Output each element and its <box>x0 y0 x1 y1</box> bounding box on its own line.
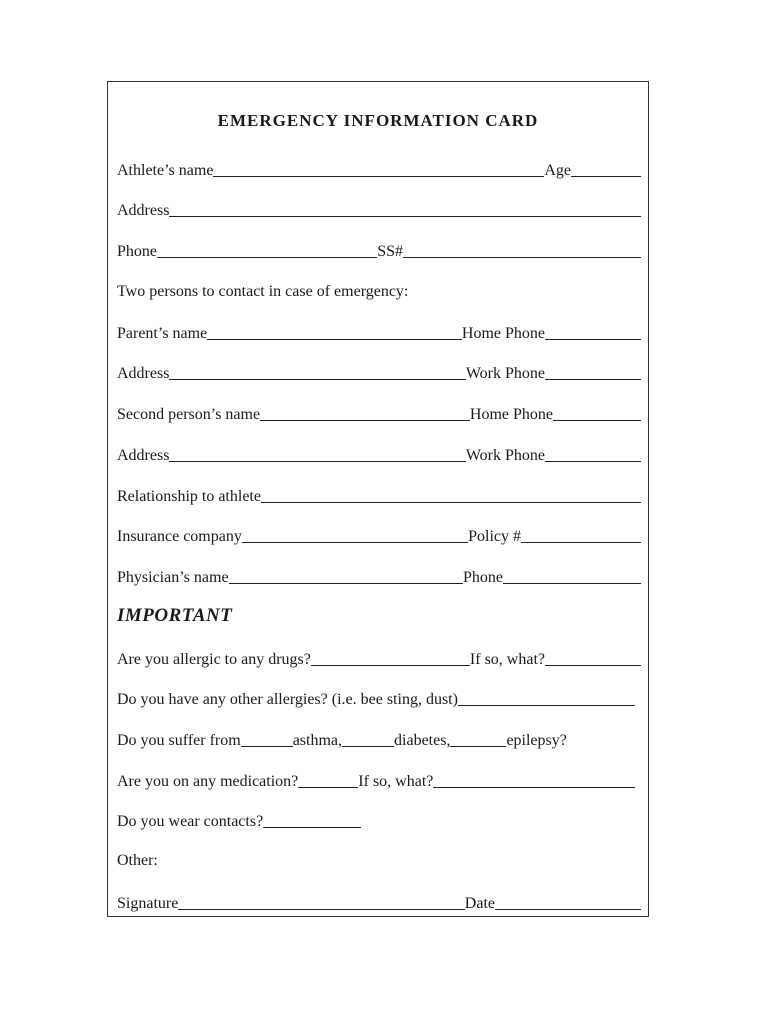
athlete-name-field[interactable] <box>213 176 544 177</box>
second-address-row <box>117 443 641 465</box>
medication-field[interactable] <box>298 787 358 788</box>
medication-if-so-label: If so, what? <box>358 773 434 790</box>
parent-home-phone-field[interactable] <box>545 339 641 340</box>
parent-address-field[interactable] <box>169 379 465 380</box>
second-address-field[interactable] <box>169 461 465 462</box>
contacts-row <box>117 809 641 831</box>
drug-allergy-detail-field[interactable] <box>545 665 641 666</box>
insurance-label: Insurance company <box>117 528 242 545</box>
second-person-row <box>117 402 641 424</box>
physician-field[interactable] <box>229 583 463 584</box>
date-field[interactable] <box>495 909 641 910</box>
second-person-label: Second person’s name <box>117 406 261 423</box>
athlete-row <box>117 158 641 180</box>
phone-label: Phone <box>117 243 157 260</box>
medication-row <box>117 769 641 791</box>
age-label: Age <box>544 162 571 179</box>
drug-allergy-label: Are you allergic to any drugs? <box>117 651 311 668</box>
relationship-label: Relationship to athlete <box>117 488 261 505</box>
physician-phone-field[interactable] <box>503 583 641 584</box>
medication-detail-field[interactable] <box>433 787 635 788</box>
physician-row <box>117 565 641 587</box>
second-home-phone-field[interactable] <box>553 420 641 421</box>
other-allergies-row <box>117 687 641 709</box>
physician-phone-label: Phone <box>463 569 503 586</box>
age-field[interactable] <box>571 176 641 177</box>
policy-label: Policy # <box>468 528 521 545</box>
emergency-card <box>107 81 649 917</box>
address-field[interactable] <box>169 216 641 217</box>
signature-field[interactable] <box>178 909 464 910</box>
if-so-what-label: If so, what? <box>469 651 545 668</box>
diabetes-label: diabetes, <box>394 732 451 749</box>
contacts-label: Do you wear contacts? <box>117 813 264 830</box>
date-label: Date <box>464 895 495 912</box>
home-phone-label: Home Phone <box>461 325 545 342</box>
second-work-phone-field[interactable] <box>545 461 641 462</box>
epilepsy-label: epilepsy? <box>506 732 567 749</box>
relationship-field[interactable] <box>261 502 641 503</box>
parent-name-field[interactable] <box>207 339 462 340</box>
address-row <box>117 198 641 220</box>
home-phone-label-2: Home Phone <box>469 406 553 423</box>
contacts-intro: Two persons to contact in case of emergency: <box>117 283 409 300</box>
contacts-field[interactable] <box>263 827 361 828</box>
ss-field[interactable] <box>403 257 641 258</box>
phone-row <box>117 239 641 261</box>
insurance-field[interactable] <box>242 542 468 543</box>
parent-name-label: Parent’s name <box>117 325 208 342</box>
signature-row <box>117 891 641 913</box>
second-address-label: Address <box>117 447 170 464</box>
work-phone-label: Work Phone <box>465 365 545 382</box>
suffer-from-label: Do you suffer from <box>117 732 241 749</box>
physician-label: Physician’s name <box>117 569 229 586</box>
insurance-row <box>117 524 641 546</box>
epilepsy-field[interactable] <box>450 746 506 747</box>
suffer-row <box>117 728 641 750</box>
parent-address-row <box>117 361 641 383</box>
important-heading: IMPORTANT <box>117 605 233 626</box>
address-label: Address <box>117 202 170 219</box>
drug-allergy-row <box>117 647 641 669</box>
medication-label: Are you on any medication? <box>117 773 299 790</box>
other-allergies-label: Do you have any other allergies? (i.e. bee sting, dust) <box>117 691 458 708</box>
relationship-row <box>117 484 641 506</box>
parent-work-phone-field[interactable] <box>545 379 641 380</box>
ss-label: SS# <box>377 243 403 260</box>
policy-field[interactable] <box>521 542 641 543</box>
asthma-field[interactable] <box>241 746 293 747</box>
other-label: Other: <box>117 852 158 869</box>
card-title: EMERGENCY INFORMATION CARD <box>217 111 539 130</box>
diabetes-field[interactable] <box>342 746 394 747</box>
parent-address-label: Address <box>117 365 170 382</box>
phone-field[interactable] <box>157 257 377 258</box>
other-allergies-field[interactable] <box>458 705 635 706</box>
drug-allergy-field[interactable] <box>311 665 470 666</box>
parent-row <box>117 321 641 343</box>
athlete-name-label: Athlete’s name <box>117 162 214 179</box>
work-phone-label-2: Work Phone <box>465 447 545 464</box>
asthma-label: asthma, <box>292 732 343 749</box>
signature-label: Signature <box>117 895 179 912</box>
second-person-field[interactable] <box>260 420 470 421</box>
